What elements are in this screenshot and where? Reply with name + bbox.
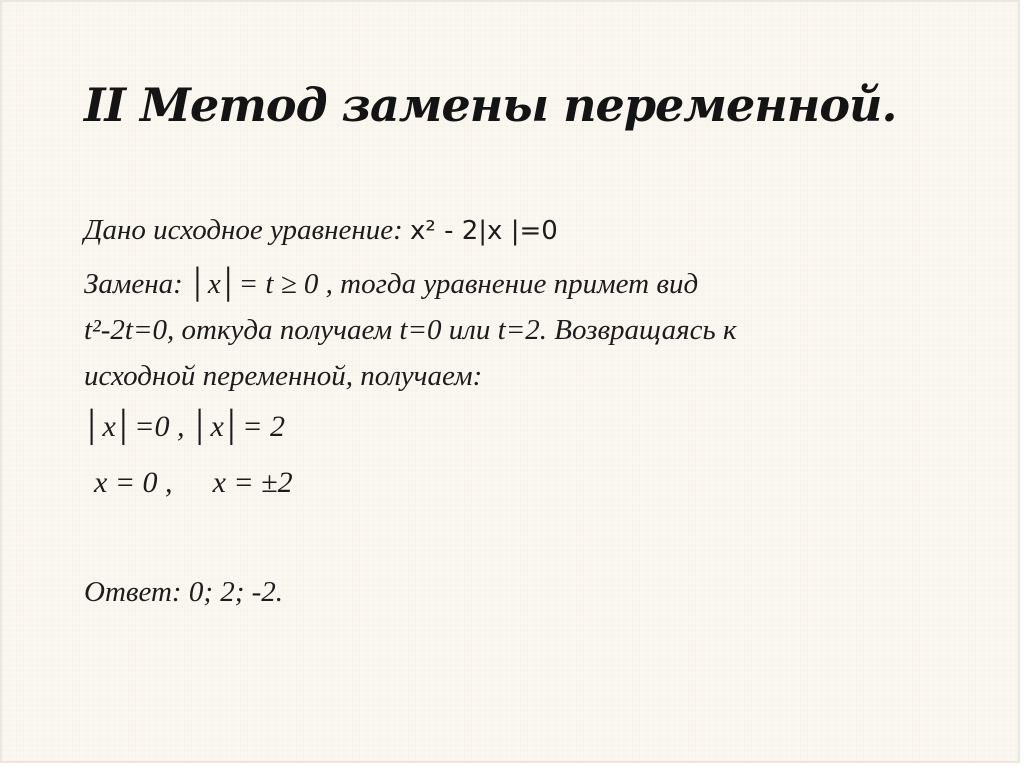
given-equation-label: Дано исходное уравнение:: [84, 214, 411, 246]
solution-line: t²-2t=0, откуда получаем t=0 или t=2. Возвращаясь к: [84, 314, 737, 346]
root-zero: x = 0 ,: [94, 466, 173, 499]
substitution-line: Замена: │x│= t ≥ 0 , тогда уравнение примет вид: [84, 268, 699, 300]
absolute-value-equations: │x│=0 , │x│= 2: [84, 410, 286, 443]
given-equation: x² - 2|x |=0: [410, 216, 558, 246]
given-equation-line: [84, 214, 558, 247]
return-variable-line: исходной переменной, получаем:: [84, 360, 483, 392]
answer-line: Ответ: 0; 2; -2.: [84, 576, 284, 608]
root-plus-minus-two: x = ±2: [212, 466, 293, 499]
slide-title: II Метод замены переменной.: [84, 78, 897, 132]
roots-line: [94, 466, 293, 500]
